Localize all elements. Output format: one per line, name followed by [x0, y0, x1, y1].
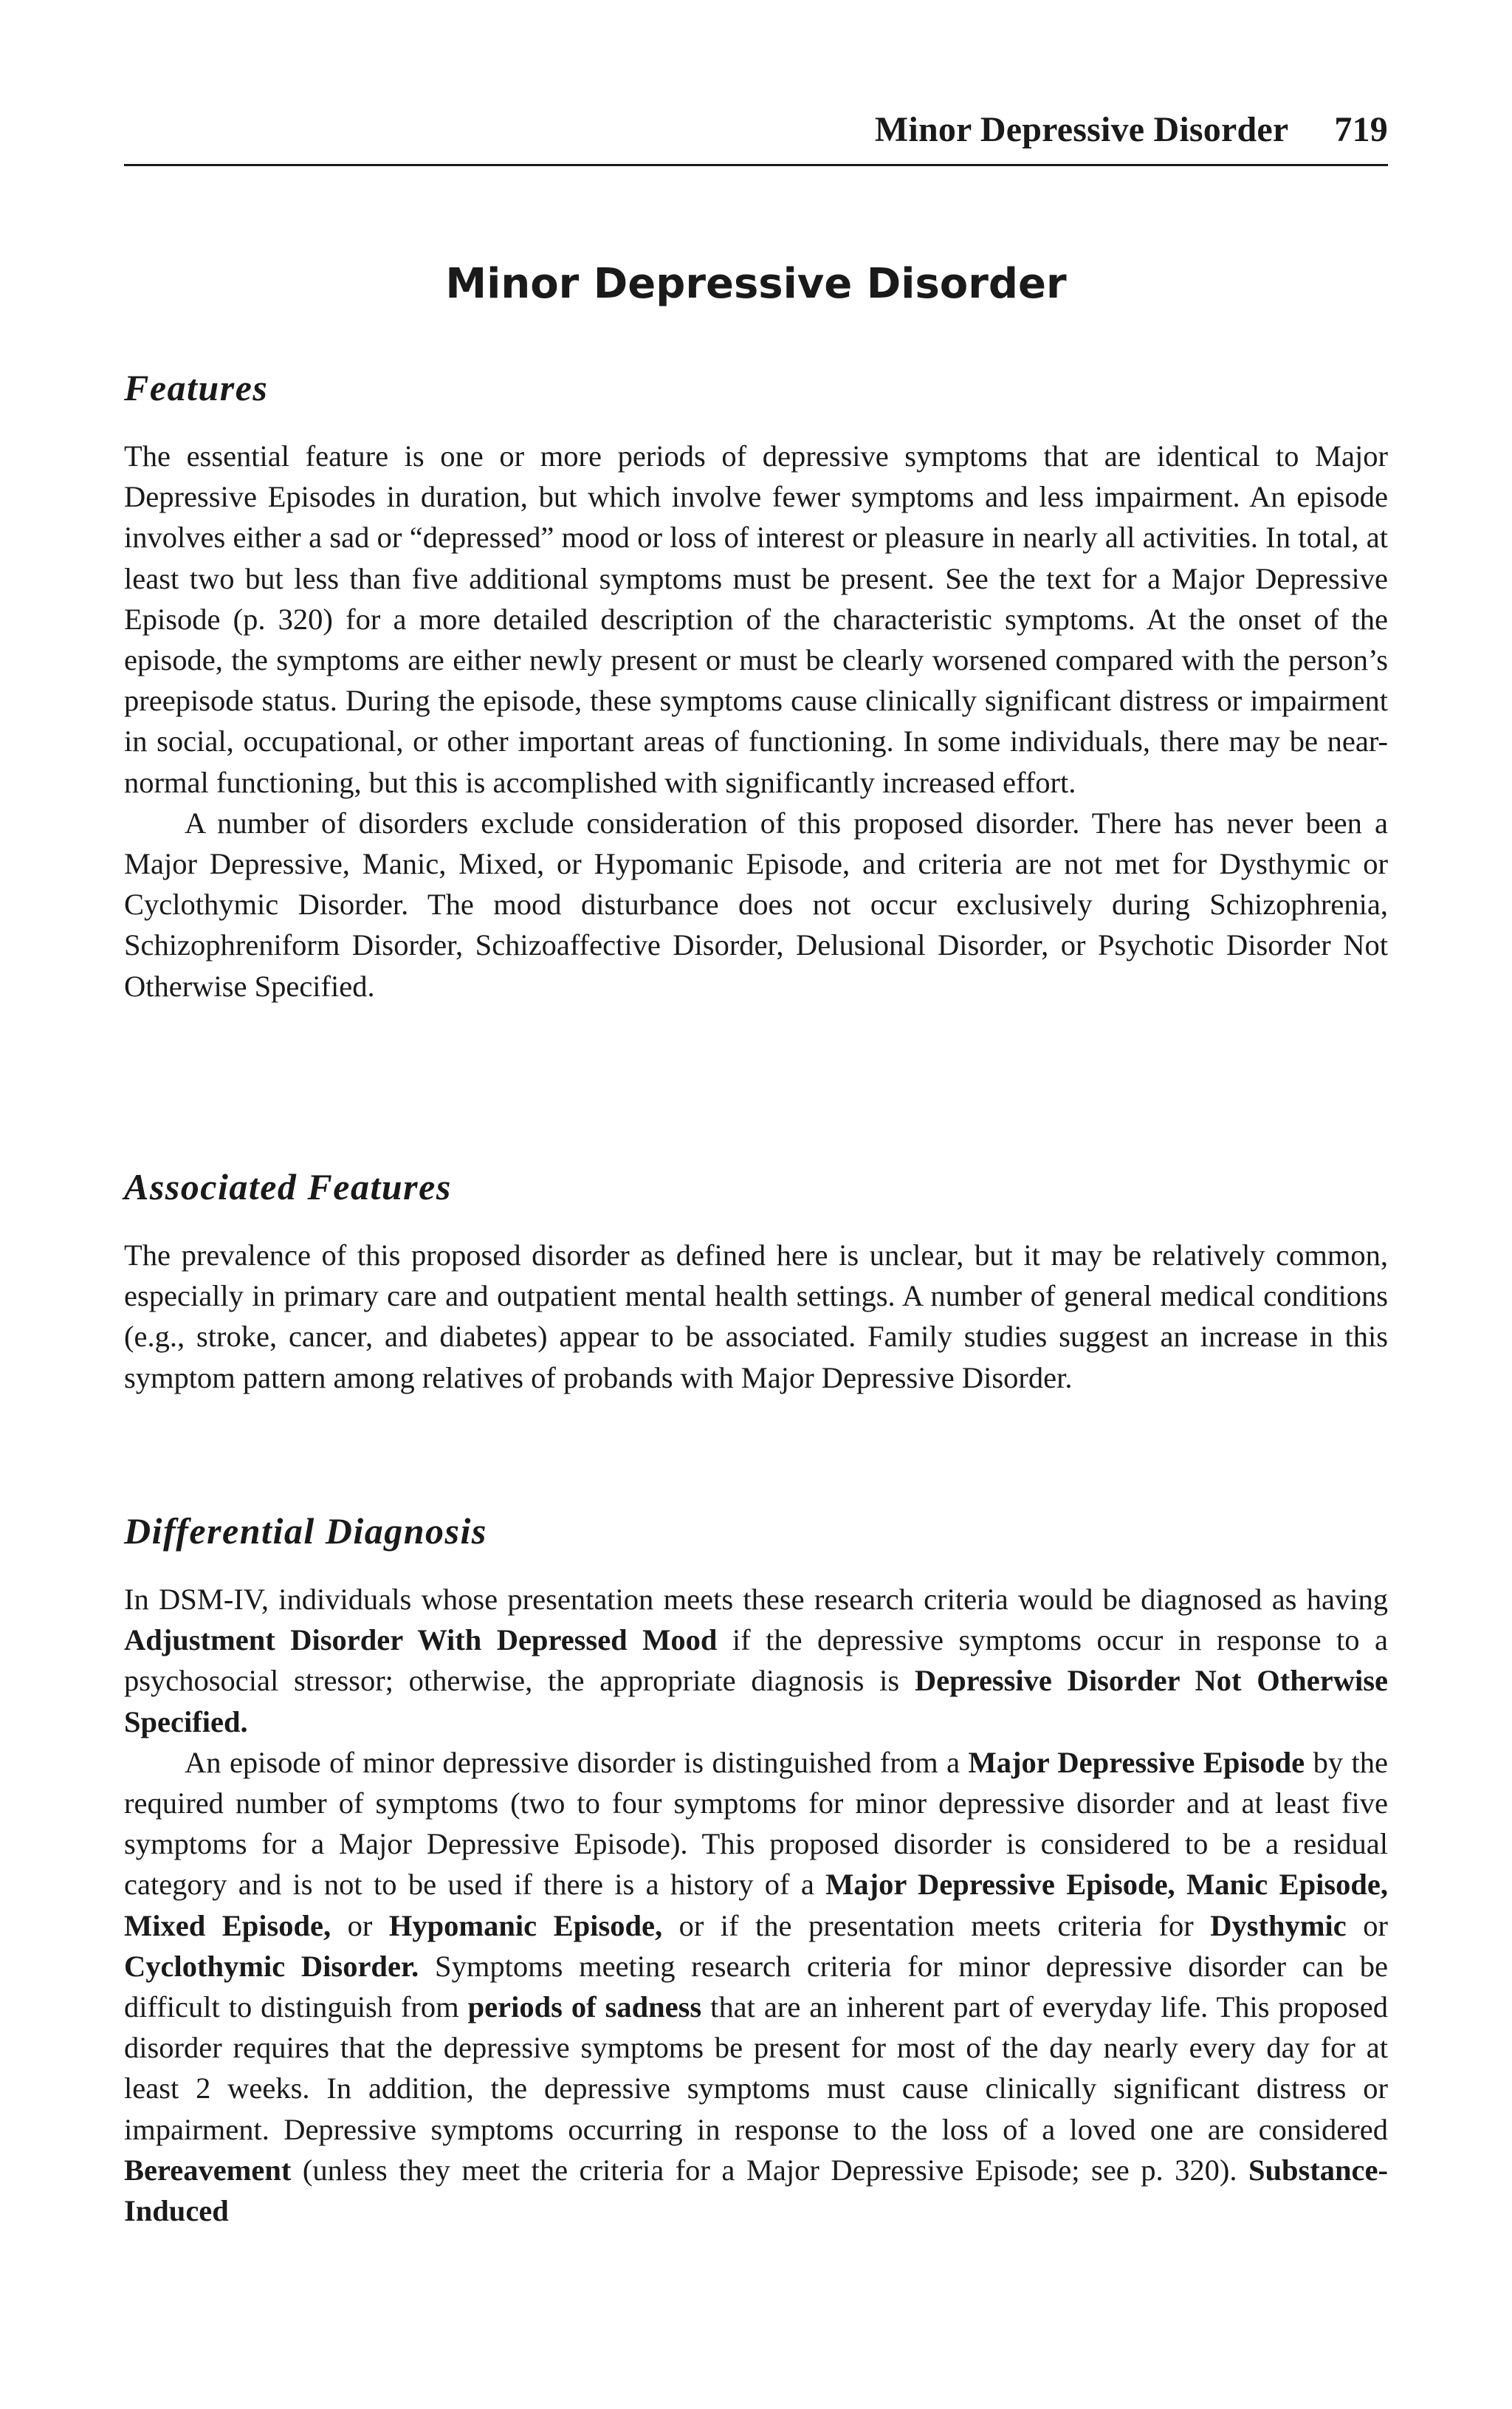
dd-term-substance-induced: Substance-Induced — [124, 2153, 1388, 2228]
features-paragraph-1: The essential feature is one or more periods of depressive symptoms that are identical to Major Depressive Episodes in duration, but which involve fewer symptoms and less impairment. An episode involves either a sad or “depressed” mood or loss of interest or pleasure in nearly all activities. In total, at least two but less than five additional symptoms must be present. See the text for a Major Depressive Episode (p. 320) for a more detailed description of the characteristic symptoms. At the onset of the episode, the symptoms are either newly present or must be clearly worsened compared with the person’s preepisode status. During the episode, these symptoms cause clinically significant distress or impairment in social, occupational, or other important areas of functioning. In some individuals, there may be near-normal functioning, but this is accomplished with significantly increased effort. — [124, 439, 1388, 799]
dd-p1-text-1: In DSM-IV, individuals whose presentation meets these research criteria would be diagnosed as having — [124, 1583, 1388, 1616]
dd-p2-text-6: Symptoms meeting research criteria for minor depressive disorder can be difficult to distinguish from — [124, 1949, 1388, 2024]
page-number: 719 — [1334, 110, 1388, 149]
associated-features-paragraph-1: The prevalence of this proposed disorder as defined here is unclear, but it may be relatively common, especially in primary care and outpatient mental health settings. A number of general medical conditions (e.g., stroke, cancer, and diabetes) appear to be associated. Family studies suggest an increase in this symptom pattern among relatives of probands with Major Depressive Disorder. — [124, 1238, 1388, 1394]
dd-term-hypomanic-episode: Hypomanic Episode, — [388, 1908, 663, 1942]
features-paragraph-2: A number of disorders exclude consideration of this proposed disorder. There has never been a Major Depressive, Manic, Mixed, or Hypomanic Episode, and criteria are not met for Dysthymic or Cyclothymic Disorder. The mood disturbance does not occur exclusively during Schizophrenia, Schizophreniform Disorder, Schizoaffective Disorder, Delusional Disorder, or Psychotic Disorder Not Otherwise Specified. — [124, 806, 1388, 1003]
dd-term-adjustment-disorder: Adjustment Disorder With Depressed Mood — [124, 1623, 718, 1657]
dd-term-cyclothymic-disorder: Cyclothymic Disorder. — [124, 1949, 419, 1983]
dd-p2-text-4: or if the presentation meets criteria for — [662, 1908, 1211, 1942]
features-heading: Features — [124, 367, 269, 408]
differential-diagnosis-heading: Differential Diagnosis — [124, 1510, 487, 1552]
dd-p2-text-5: or — [1346, 1908, 1388, 1942]
running-head — [875, 109, 1388, 150]
dd-term-episode-list: Major Depressive Episode, Manic Episode, Mixed Episode, — [124, 1868, 1388, 1942]
dd-term-dysthymic: Dysthymic — [1210, 1908, 1347, 1942]
header-rule — [124, 164, 1388, 166]
dd-p2-text-1: An episode of minor depressive disorder is distinguished from a — [185, 1745, 969, 1779]
dd-p1-text-2: if the depressive symptoms occur in response to a psychosocial stressor; otherwise, the appropriate diagnosis is — [124, 1623, 1388, 1698]
running-head-title: Minor Depressive Disorder — [874, 110, 1289, 149]
differential-diagnosis-paragraph-1 — [124, 1579, 1388, 1742]
differential-diagnosis-body — [124, 1579, 1388, 2231]
associated-features-body — [124, 1235, 1388, 1398]
dd-p2-text-2: by the required number of symptoms (two to four symptoms for minor depressive disorder and at least five symptoms for a Major Depressive Episode). This proposed disorder is considered to be a residual category and is not to be used if there is a history of a — [124, 1745, 1388, 1902]
associated-features-heading: Associated Features — [124, 1166, 452, 1207]
dd-p2-text-7: that are an inherent part of everyday life. This proposed disorder requires that the depressive symptoms be present for most of the day nearly every day for at least 2 weeks. In addition, the depressive symptoms must cause clinically significant distress or impairment. Depressive symptoms occurring in response to the loss of a loved one are considered — [124, 1990, 1388, 2146]
chapter-title: Minor Depressive Disorder — [445, 260, 1067, 308]
dd-term-bereavement: Bereavement — [124, 2153, 292, 2187]
differential-diagnosis-paragraph-2 — [124, 1742, 1388, 2231]
dd-term-depressive-disorder-nos: Depressive Disorder Not Otherwise Specified. — [124, 1664, 1388, 1738]
dd-p2-text-8: (unless they meet the criteria for a Major Depressive Episode; see p. 320). — [291, 2153, 1248, 2187]
dd-term-major-depressive-episode: Major Depressive Episode — [968, 1745, 1305, 1779]
dd-term-periods-of-sadness: periods of sadness — [467, 1990, 702, 2024]
features-body — [124, 436, 1388, 1007]
dd-p2-text-3: or — [331, 1908, 389, 1942]
